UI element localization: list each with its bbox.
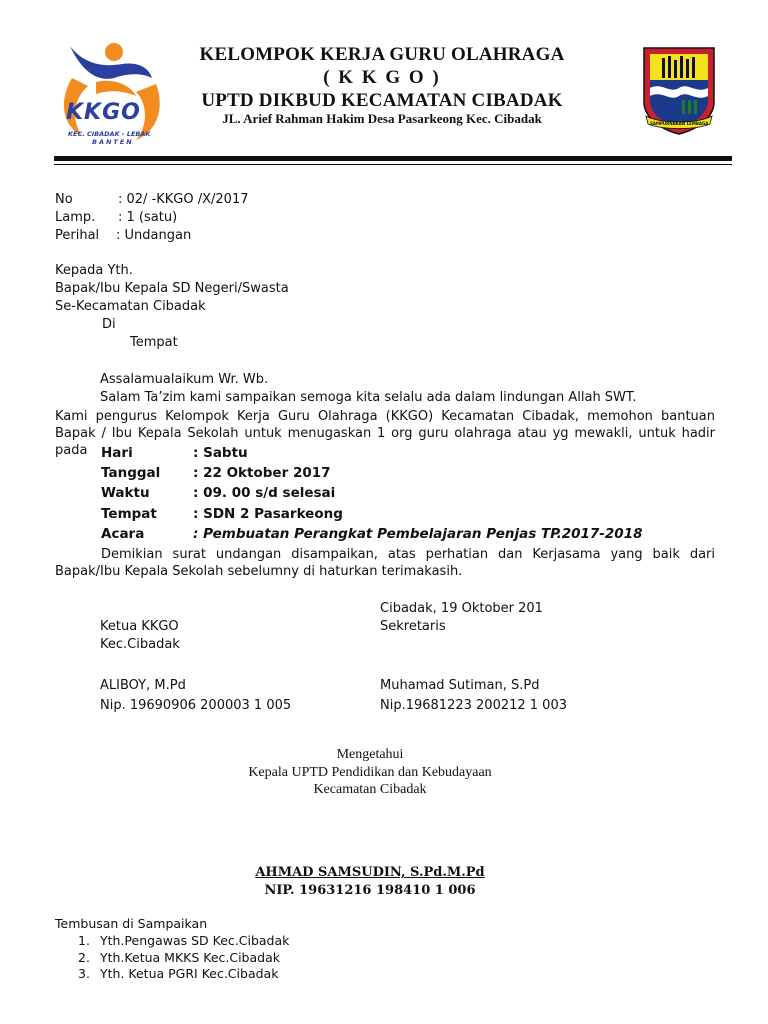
subject-label: Perihal — [55, 228, 100, 243]
detail-value-time: : 09. 00 s/d selesai — [193, 485, 336, 501]
detail-label-place: Tempat — [101, 506, 157, 522]
approver-name: AHMAD SAMSUDIN, S.Pd.M.Pd — [255, 865, 485, 880]
org-address: JL. Arief Rahman Hakim Desa Pasarkeong Kec. Cibadak — [222, 111, 542, 126]
left-signer-name: ALIBOY, M.Pd — [100, 678, 186, 693]
org-abbreviation: ( K K G O ) — [323, 67, 441, 88]
detail-value-place: : SDN 2 Pasarkeong — [193, 506, 343, 522]
right-signer-name: Muhamad Sutiman, S.Pd — [380, 678, 540, 693]
approval-office: Kepala UPTD Pendidikan dan Kebudayaan — [248, 765, 492, 780]
cc-item: Yth. Ketua PGRI Kec.Cibadak — [100, 966, 279, 981]
recipient-line: Di — [102, 317, 116, 332]
body-paragraph: Kami pengurus Kelompok Kerja Guru Olahraga (KKGO) Kecamatan Cibadak, memohon bantuan Bapak / Ibu Kepala Sekolah untuk menugaskan 1 org guru olahraga atau yg mewakli, untuk hadir pada — [55, 409, 715, 458]
cc-list — [78, 933, 289, 983]
closing-paragraph: Demikian surat undangan disampaikan, atas perhatian dan Kerjasama yang baik dari Bapak/Ibu Kepala Sekolah sebelumny di haturkan terimakasih. — [55, 547, 715, 579]
attachment-label: Lamp. — [55, 210, 96, 225]
detail-value-date: : 22 Oktober 2017 — [193, 465, 331, 481]
approver-nip: NIP. 19631216 198410 1 006 — [264, 883, 476, 898]
right-signer-title: Sekretaris — [380, 619, 446, 634]
org-unit: UPTD DIKBUD KECAMATAN CIBADAK — [201, 90, 563, 111]
detail-label-event: Acara — [101, 526, 145, 542]
greeting: Assalamualaikum Wr. Wb. — [100, 372, 269, 387]
list-item — [78, 950, 289, 967]
recipient-line: Bapak/Ibu Kepala SD Negeri/Swasta — [55, 281, 289, 296]
emblem-banner-text: SAMPURNAKAN LEMBAGA — [650, 121, 709, 126]
cc-title: Tembusan di Sampaikan — [55, 916, 208, 931]
detail-value-event: : Pembuatan Perangkat Pembelajaran Penjas TP.2017-2018 — [193, 526, 643, 542]
list-item — [78, 966, 289, 983]
kkgo-logo-subtext-2: BANTEN — [92, 138, 134, 146]
header-divider-thick — [54, 156, 732, 161]
list-item — [78, 933, 289, 950]
kkgo-logo — [52, 38, 164, 150]
cc-item: Yth.Ketua MKKS Kec.Cibadak — [100, 949, 280, 965]
salam-line: Salam Ta’zim kami sampaikan semoga kita selalu ada dalam lindungan Allah SWT. — [100, 390, 637, 405]
recipient-line: Se-Kecamatan Cibadak — [55, 299, 206, 314]
right-signer-nip: Nip.19681223 200212 1 003 — [380, 698, 567, 713]
kkgo-logo-text: KKGO — [66, 100, 141, 125]
attachment-value: : 1 (satu) — [118, 210, 178, 225]
letter-number-value: : 02/ -KKGO /X/2017 — [118, 192, 249, 207]
left-signer-title: Ketua KKGO — [100, 619, 179, 634]
cc-item: Yth.Pengawas SD Kec.Cibadak — [100, 933, 290, 948]
header-divider-thin — [54, 164, 732, 165]
recipient-line: Kepada Yth. — [55, 263, 133, 278]
list-number: 3. — [78, 966, 90, 981]
regency-emblem — [640, 44, 718, 136]
kkgo-logo-subtext: KEC. CIBADAK - LEBAK — [68, 130, 151, 138]
place-date: Cibadak, 19 Oktober 201 — [380, 601, 543, 616]
letter-number-label: No — [55, 192, 73, 207]
org-name: KELOMPOK KERJA GURU OLAHRAGA — [199, 44, 565, 65]
detail-label-day: Hari — [101, 445, 133, 461]
approval-district: Kecamatan Cibadak — [313, 782, 427, 797]
list-number: 1. — [78, 933, 90, 948]
detail-label-time: Waktu — [101, 485, 150, 501]
detail-label-date: Tanggal — [101, 465, 161, 481]
left-signer-unit: Kec.Cibadak — [100, 637, 180, 652]
detail-value-day: : Sabtu — [193, 445, 248, 461]
list-number: 2. — [78, 949, 90, 965]
approval-label: Mengetahui — [336, 747, 404, 762]
left-signer-nip: Nip. 19690906 200003 1 005 — [100, 698, 292, 713]
recipient-line: Tempat — [130, 335, 178, 350]
subject-value: : Undangan — [116, 228, 192, 243]
